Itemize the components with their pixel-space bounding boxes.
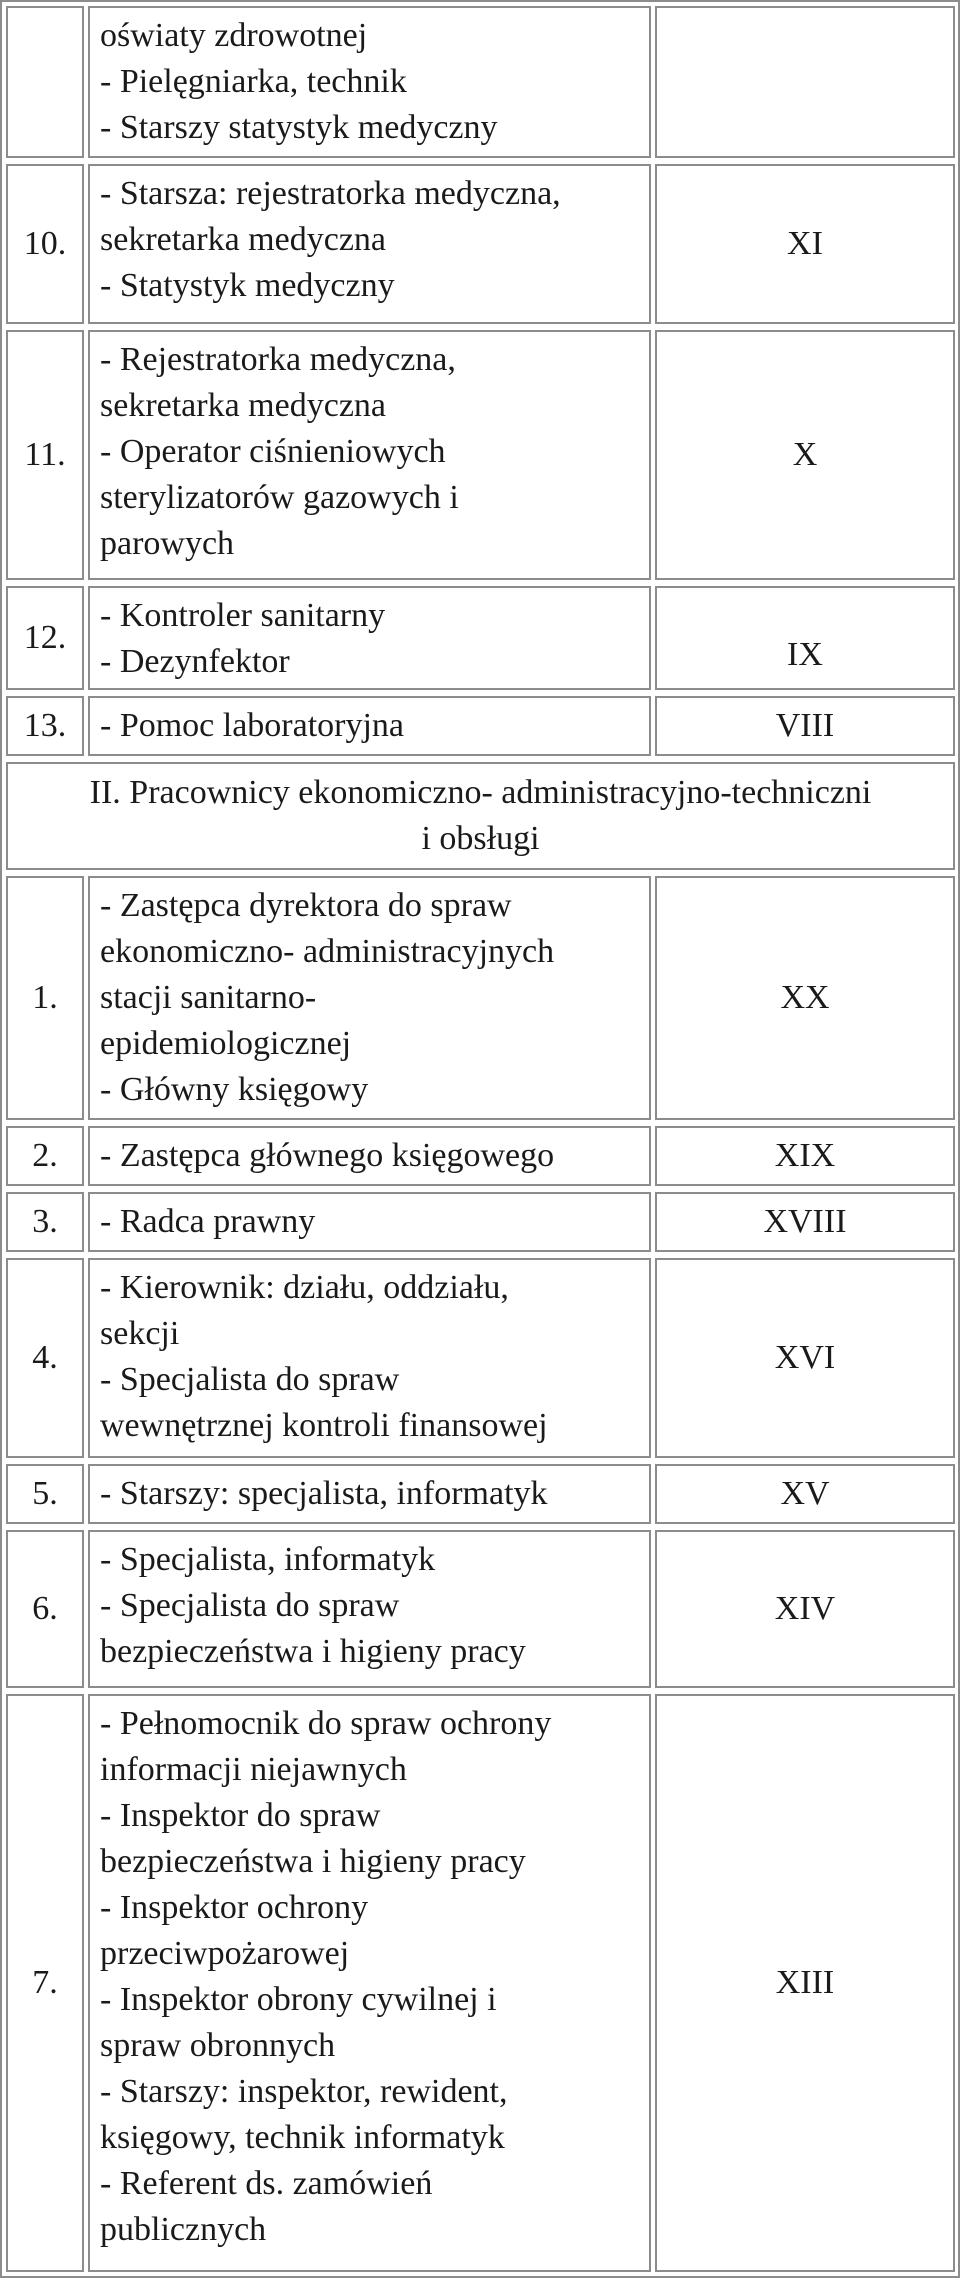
row-grade: XIV	[655, 1530, 955, 1688]
row-number: 7.	[6, 1694, 84, 2272]
row-number: 12.	[6, 586, 84, 690]
section-heading: II. Pracownicy ekonomiczno- administracyjno-techniczni i obsługi	[6, 762, 955, 870]
row-description: - Starsza: rejestratorka medyczna, sekretarka medyczna - Statystyk medyczny	[88, 164, 651, 324]
row-grade: XVI	[655, 1258, 955, 1458]
row-number: 1.	[6, 876, 84, 1120]
row-description: - Starszy: specjalista, informatyk	[88, 1464, 651, 1524]
row-number: 11.	[6, 330, 84, 580]
row-number: 4.	[6, 1258, 84, 1458]
row-number	[6, 6, 84, 158]
row-grade: XI	[655, 164, 955, 324]
row-number: 6.	[6, 1530, 84, 1688]
row-description: - Radca prawny	[88, 1192, 651, 1252]
row-number: 10.	[6, 164, 84, 324]
row-grade: X	[655, 330, 955, 580]
row-number: 13.	[6, 696, 84, 756]
row-grade: IX	[655, 586, 955, 690]
row-grade: XVIII	[655, 1192, 955, 1252]
row-grade	[655, 6, 955, 158]
row-description: - Pomoc laboratoryjna	[88, 696, 651, 756]
row-number: 2.	[6, 1126, 84, 1186]
row-number: 5.	[6, 1464, 84, 1524]
row-description: oświaty zdrowotnej - Pielęgniarka, technik - Starszy statystyk medyczny	[88, 6, 651, 158]
row-description: - Specjalista, informatyk - Specjalista do spraw bezpieczeństwa i higieny pracy	[88, 1530, 651, 1688]
row-grade: XV	[655, 1464, 955, 1524]
row-grade: VIII	[655, 696, 955, 756]
row-description: - Pełnomocnik do spraw ochrony informacji niejawnych - Inspektor do spraw bezpieczeństwa i higieny pracy - Inspektor ochrony przeciwpożarowej - Inspektor obrony cywilnej i spraw obronnych - Starszy: inspektor, rewident, księgowy, technik informatyk - Referent ds. zamówień publicznych	[88, 1694, 651, 2272]
row-description: - Zastępca głównego księgowego	[88, 1126, 651, 1186]
row-description: - Kontroler sanitarny - Dezynfektor	[88, 586, 651, 690]
row-description: - Zastępca dyrektora do spraw ekonomiczno- administracyjnych stacji sanitarno- epidemiologicznej - Główny księgowy	[88, 876, 651, 1120]
row-description: - Rejestratorka medyczna, sekretarka medyczna - Operator ciśnieniowych sterylizatorów gazowych i parowych	[88, 330, 651, 580]
row-number: 3.	[6, 1192, 84, 1252]
row-grade: XX	[655, 876, 955, 1120]
row-grade: XIX	[655, 1126, 955, 1186]
row-grade: XIII	[655, 1694, 955, 2272]
row-description: - Kierownik: działu, oddziału, sekcji - Specjalista do spraw wewnętrznej kontroli finansowej	[88, 1258, 651, 1458]
